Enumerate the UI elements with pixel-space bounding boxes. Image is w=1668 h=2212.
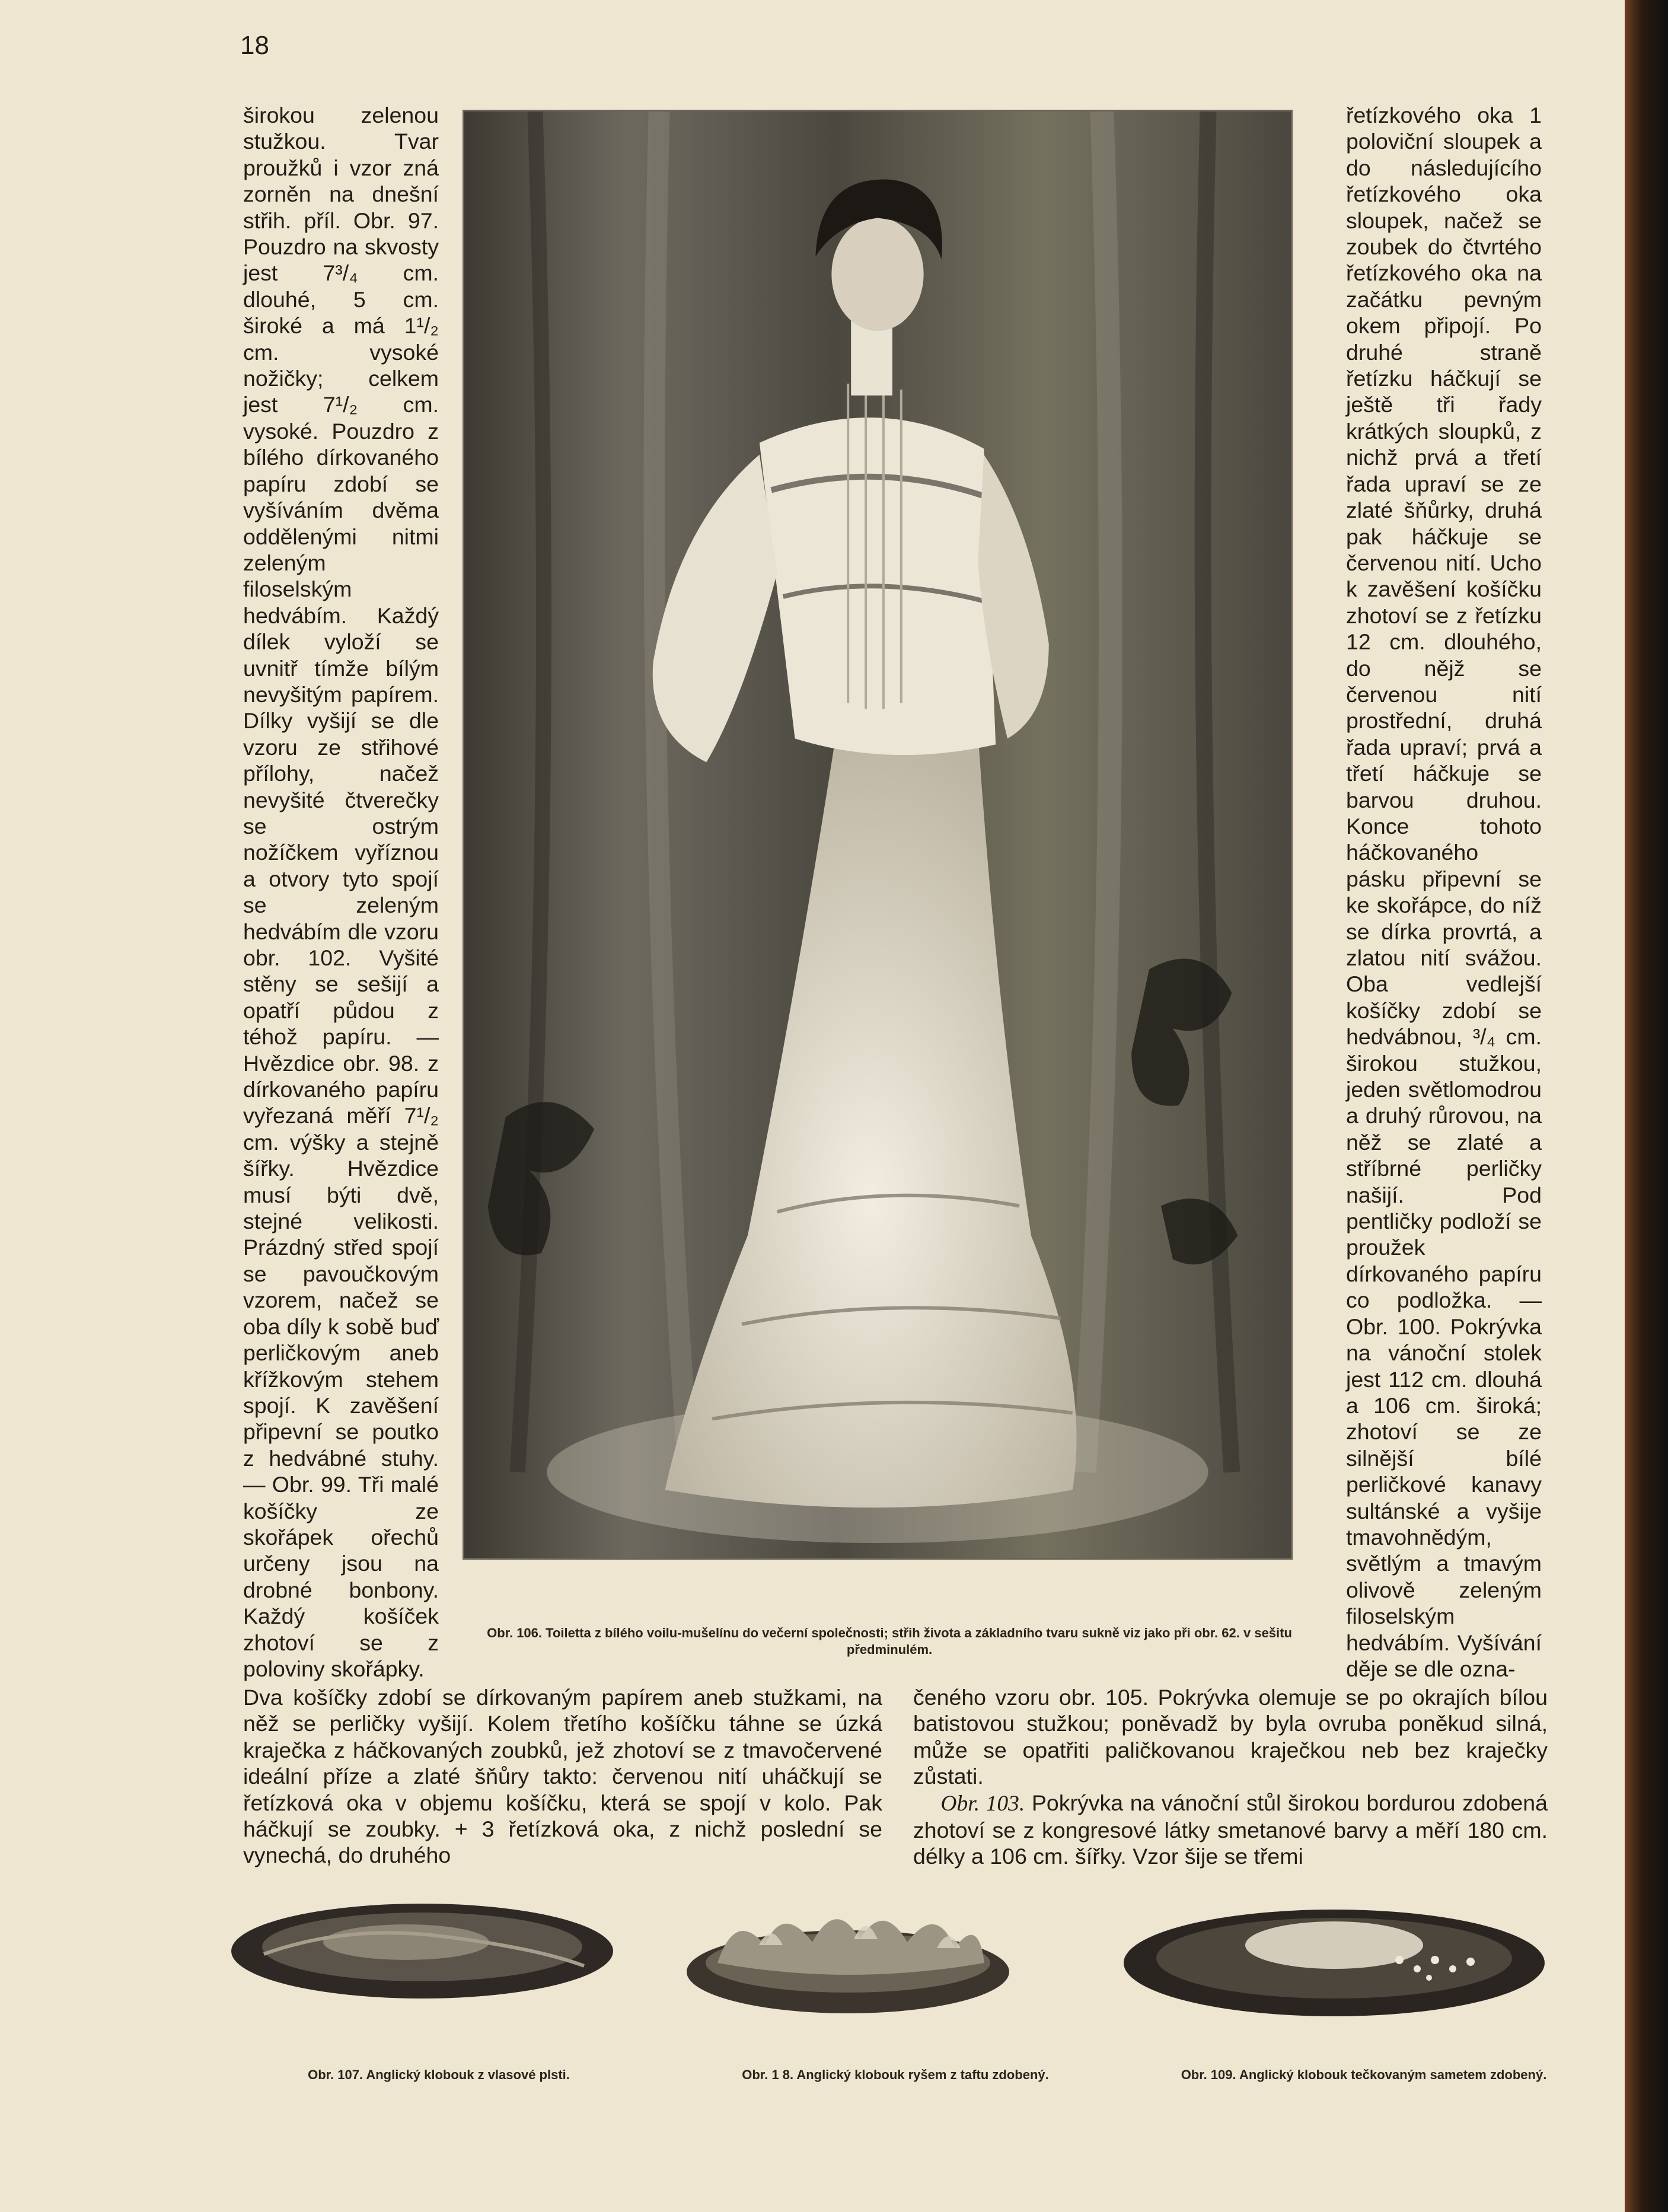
felt-hat-photo [228,1901,617,2001]
evening-dress-photo [463,110,1293,1560]
bottom-left-text: Dva košíčky zdobí se dírkovaným papírem aneb stužkami, na něž se perličky vyšijí. Kolem třetího košíčku táhne se úzká kraječka z háčkovaných zoubků, jež zhotoví se z tmavočervené ideální příze a zlaté šňůry takto: červenou nití uháčkují se řetízková oka v objemu košíčku, která se spojí v kolo. Pak háčkují se zoubky. + 3 řetízková oka, z nichž poslední se vynechá, do druhého [243,1685,882,1868]
velvet-dotted-hat-photo [1121,1904,1548,2019]
taffeta-ruche-hat-photo [682,1892,1014,2016]
bottom-right-text [913,1684,1548,1870]
bottom-right-paragraph-2: Pokrývka na vánoční stůl širokou bordurou zdobená zhotoví se z kongresové látky smetanové barvy a měří 180 cm. délky a 106 cm. šířky. Vzor šije se třemi [913,1790,1548,1869]
bottom-right-paragraph-1: čeného vzoru obr. 105. Pokrývka olemuje se po okrajích bílou batistovou stužkou; poněvadž by byla ovruba poněkud silná, může se opatřiti paličkovanou kraječkou neb bez kraječky zůstati. [913,1685,1548,1789]
book-spine-edge [1625,0,1668,2212]
hat-109-caption: Obr. 109. Anglický klobouk tečkovaným sametem zdobený. [1181,2067,1547,2082]
hat-107-caption: Obr. 107. Anglický klobouk z vlasové plsti. [308,2067,570,2082]
page-number: 18 [240,31,269,60]
hat-108-caption: Obr. 1 8. Anglický klobouk ryšem z taftu zdobený. [742,2067,1049,2082]
right-column-text: řetízkového oka 1 poloviční sloupek a do následujícího řetízkového oka sloupek, načež se zoubek do čtvrtého řetízkového oka na začátku pevným okem připojí. Po druhé straně řetízku háčkují se ještě tři řady krátkých sloupků, z nichž prvá a třetí řada upraví se ze zlaté šňůrky, druhá pak háčkuje se červenou nití. Ucho k zavěšení košíčku zhotoví se z řetízku 12 cm. dlouhého, do nějž se červenou nití prostřední, druhá řada upraví; prvá a třetí háčkuje se barvou druhou. Konce tohoto háčkovaného pásku připevní se ke skořápce, do níž se dírka provrtá, a zlatou nití svážou. Oba vedlejší košíčky zdobí se hedvábnou, ³/₄ cm. širokou stužkou, jeden světlomodrou a druhý růrovou, na něž se zlaté a stříbrné perličky našijí. Pod pentličky podloží se proužek dírkovaného papíru co podložka. — Obr. 100. Pokrývka na vánoční stolek jest 112 cm. dlouhá a 106 cm. široká; zhotoví se ze silnější bílé perličkové kanavy sultánské a vyšije tmavohnědým, světlým a tmavým olivově zeleným filoselským hedvábím. Vyšívání děje se dle ozna- [1346,103,1542,1681]
main-figure-caption: Obr. 106. Toiletta z bílého voilu-mušelínu do večerní společnosti; střih života a základního tvaru sukně viz jako při obr. 62. v sešitu předminulém. [487,1625,1292,1657]
figure-reference: Obr. 103. [940,1791,1025,1816]
left-column-text: širokou zelenou stužkou. Tvar proužků i vzor zná zorněn na dnešní střih. příl. Obr. 97. Pouzdro na skvosty jest 7³/₄ cm. dlouhé, 5 cm. široké a má 1¹/₂ cm. vysoké nožičky; celkem jest 7¹/₂ cm. vysoké. Pouzdro z bílého dírkovaného papíru zdobí se vyšíváním dvěma oddělenými nitmi zeleným filoselským hedvábím. Každý dílek vyloží se uvnitř tímže bílým nevyšitým papírem. Dílky vyšijí se dle vzoru ze střihové přílohy, načež nevyšité čtverečky se ostrým nožíčkem vyříznou a otvory tyto spojí se zeleným hedvábím dle vzoru obr. 102. Vyšité stěny se sešijí a opatří půdou z téhož papíru. — Hvězdice obr. 98. z dírkovaného papíru vyřezaná měří 7¹/₂ cm. výšky a stejně šířky. Hvězdice musí býti dvě, stejné velikosti. Prázdný střed spojí se pavoučkovým vzorem, načež se oba díly k sobě buď perličkovým aneb křížkovým stehem spojí. K zavěšení připevní se poutko z hedvábné stuhy. — Obr. 99. Tři malé košíčky ze skořápek ořechů určeny jsou na drobné bonbony. Každý košíček zhotoví se z poloviny skořápky. [243,103,439,1681]
